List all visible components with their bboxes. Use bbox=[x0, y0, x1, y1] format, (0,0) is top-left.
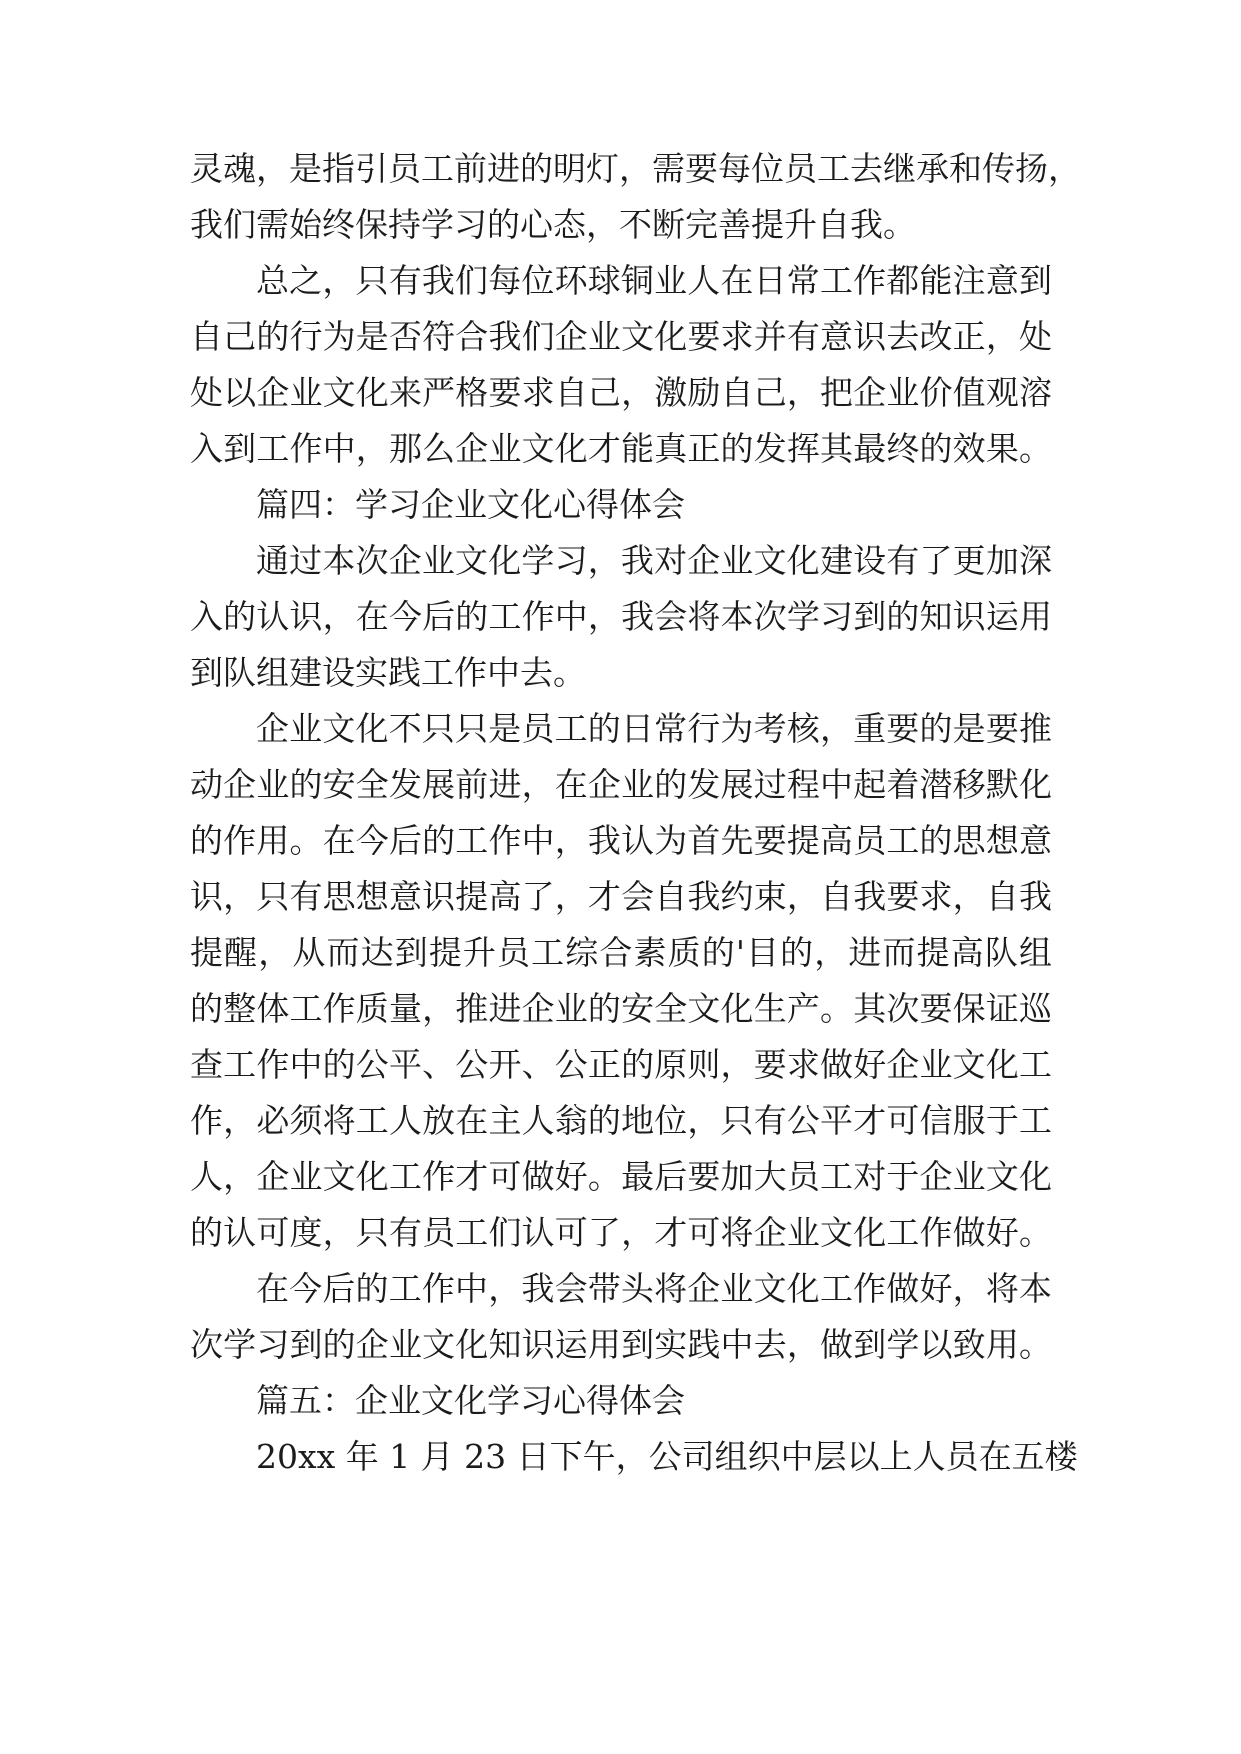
text-line-content: 企业文化不只只是员工的日常行为考核，重要的是要推 bbox=[256, 709, 1052, 748]
text-line-content: 次学习到的企业文化知识运用到实践中去，做到学以致用。 bbox=[190, 1325, 1052, 1364]
text-line-content: 总之，只有我们每位环球铜业人在日常工作都能注意到 bbox=[256, 261, 1052, 300]
text-line bbox=[0, 868, 1241, 926]
text-line-content: 自己的行为是否符合我们企业文化要求并有意识去改正，处 bbox=[190, 317, 1052, 356]
text-line-content: 的作用。在今后的工作中，我认为首先要提高员工的思想意 bbox=[190, 821, 1052, 860]
text-line bbox=[0, 812, 1241, 870]
text-line-content: 灵魂，是指引员工前进的明灯，需要每位员工去继承和传扬， bbox=[190, 149, 1081, 188]
section-heading-text: 篇四：学习企业文化心得体会 bbox=[256, 485, 685, 524]
text-line bbox=[0, 532, 1241, 590]
text-line-content: 查工作中的公平、公开、公正的原则，要求做好企业文化工 bbox=[190, 1045, 1052, 1084]
text-line-content: 通过本次企业文化学习，我对企业文化建设有了更加深 bbox=[256, 541, 1052, 580]
text-line bbox=[0, 1092, 1241, 1150]
text-line bbox=[0, 644, 1241, 702]
section-heading bbox=[0, 1372, 1241, 1430]
text-line bbox=[0, 1148, 1241, 1206]
text-line bbox=[0, 252, 1241, 310]
text-line-content: 动企业的安全发展前进，在企业的发展过程中起着潜移默化 bbox=[190, 765, 1052, 804]
text-line-content: 在今后的工作中，我会带头将企业文化工作做好，将本 bbox=[256, 1269, 1052, 1308]
section-heading bbox=[0, 476, 1241, 534]
text-line-content: 入到工作中，那么企业文化才能真正的发挥其最终的效果。 bbox=[190, 429, 1052, 468]
text-line bbox=[0, 308, 1241, 366]
text-line-content: 人，企业文化工作才可做好。最后要加大员工对于企业文化 bbox=[190, 1157, 1052, 1196]
text-line-content: 提醒，从而达到提升员工综合素质的'目的，进而提高队组 bbox=[190, 933, 1052, 972]
text-line-content: 入的认识，在今后的工作中，我会将本次学习到的知识运用 bbox=[190, 597, 1052, 636]
text-line bbox=[0, 980, 1241, 1038]
text-line bbox=[0, 1316, 1241, 1374]
text-line bbox=[0, 1428, 1241, 1486]
text-line-content: 作，必须将工人放在主人翁的地位，只有公平才可信服于工 bbox=[190, 1101, 1052, 1140]
text-line-content: 识，只有思想意识提高了，才会自我约束，自我要求，自我 bbox=[190, 877, 1052, 916]
text-line bbox=[0, 1260, 1241, 1318]
text-line bbox=[0, 420, 1241, 478]
text-line bbox=[0, 140, 1241, 198]
text-line-content: 到队组建设实践工作中去。 bbox=[190, 653, 586, 692]
text-line bbox=[0, 924, 1241, 982]
text-line-content: 的整体工作质量，推进企业的安全文化生产。其次要保证巡 bbox=[190, 989, 1052, 1028]
text-line bbox=[0, 1204, 1241, 1262]
text-line bbox=[0, 700, 1241, 758]
text-line bbox=[0, 196, 1241, 254]
text-line bbox=[0, 756, 1241, 814]
text-line-content: 的认可度，只有员工们认可了，才可将企业文化工作做好。 bbox=[190, 1213, 1052, 1252]
text-line-content: 我们需始终保持学习的心态，不断完善提升自我。 bbox=[190, 205, 916, 244]
section-heading-text: 篇五：企业文化学习心得体会 bbox=[256, 1381, 685, 1420]
text-line-content: 20xx 年 1 月 23 日下午，公司组织中层以上人员在五楼 bbox=[256, 1437, 1078, 1476]
text-line-content: 处以企业文化来严格要求自己，激励自己，把企业价值观溶 bbox=[190, 373, 1052, 412]
text-line bbox=[0, 364, 1241, 422]
text-line bbox=[0, 588, 1241, 646]
text-line bbox=[0, 1036, 1241, 1094]
